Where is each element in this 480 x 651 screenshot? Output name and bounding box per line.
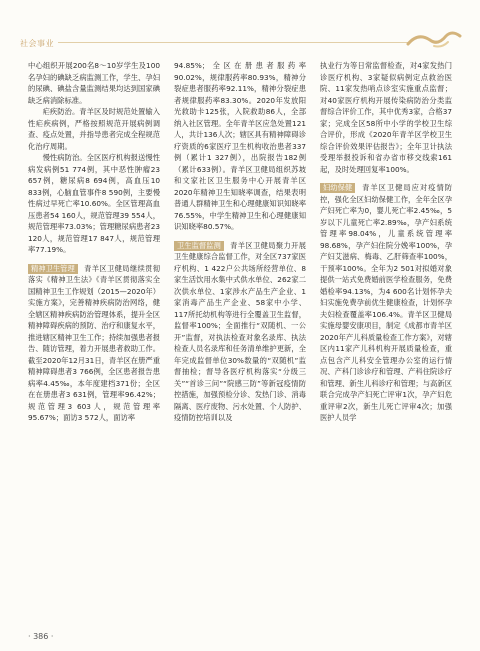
paragraph: 慢性病防治。全区医疗机构报送慢性病发病例51 774例，其中恶性肿瘤23 657例，糖尿病8 694例，高血压10 833例，心脑血管事件8 590例，主要慢性病过早死亡率10.60%。全区管理高血压患者54 160人，规范管理39 554人，规范管理率73.03%；管理糖尿病患者23 120人，规范管理17 847人，规范管理率77.19%。 [28,153,160,254]
tagged-paragraph [174,240,306,424]
section-tag: 精神卫生管理 [28,264,78,274]
column-2 [174,60,306,424]
column-1 [28,60,160,424]
section-tag: 卫生监督监测 [174,241,224,251]
paragraph-text: 青羊区卫健局应对疫情防控，强化全区妇幼保健工作，全年全区孕产妇死亡率为0，婴儿死亡率2.45‰，5岁以下儿童死亡率2.89‰，孕产妇系统管理率98.04%，儿童系统管理率98.68%，孕产妇住院分娩率100%，孕产妇艾滋病、梅毒、乙肝筛查率100%，干预率100%。全年为2 501对拟婚对象提供一站式免费婚前医学检查服务，免费婚检率94.13%，为4 600名计划怀孕夫妇实施免费孕前优生健康检查，计划怀孕夫妇检查覆盖率106.4%。青羊区卫健局实施母婴安康项目，制定《成都市青羊区2020年产儿科质量检查工作方案》，对辖区内11家产儿科机构开展质量检查，重点包含产儿科安全管理办公室的运行情况、产科门诊诊疗和管理、产科住院诊疗和管理、新生儿科诊疗和管理；与高新区联合完成孕产妇死亡评审1次，孕产妇危重评审2次，新生儿死亡评审4次；加强医护人员学 [320,183,452,422]
paragraph: 执业行为等日常监督检查，对4家发热门诊医疗机构、3家疑似病例定点救治医院、11家发热哨点诊室实施重点监督；对40家医疗机构开展传染病防治分类监督综合评价工作，其中优秀3家，合格37家；完成全区58所中小学的学校卫生综合评价，形成《2020年青羊区学校卫生综合评价效果评估报告》；全年卫计执法受理举报投诉和省办省市移交线索161起，及时处理回复率100%。 [320,61,452,174]
header-rule [58,42,408,43]
paragraph-text: 青羊区卫健局聚力开展卫生健康综合监督工作，对全区737家医疗机构、1 422户公共场所经营单位、8家生活饮用水集中式供水单位、262家二次供水单位、1家涉水产品生产企业、1家消毒产品生产企业、58家中小学、117所托幼机构等进行全覆盖卫生监督，监督率100%；全面推行“双随机、一公开”监督，对执法检查对象名录库、执法检查人员名录库和任务清单维护更新，全年完成监督单位30%数量的“双随机”监督抽检；督导各医疗机构落实“分级三关”“首诊三问”“院感三防”等新冠疫情防控措施，加强预检分诊、发热门诊、消毒隔离、医疗废物、污水处置、个人防护、疫情防控培训以及 [174,240,306,422]
tagged-paragraph [28,263,160,424]
tagged-paragraph [320,182,452,424]
decorative-swirl-icon [404,28,464,50]
paragraph: 疟疾防治。青羊区及时规范处置输入性疟疾病例，严格按照规范开展病例调查、疫点处置，并指导患者完成全程规范化治疗周期。 [28,107,160,151]
page-header [0,0,480,52]
paragraph-text: 青羊区卫健局继续贯彻落实《精神卫生法》《青羊区贯彻落实全国精神卫生工作规划（2015—2020年）实施方案》，完善精神疾病防治网络，健全辖区精神疾病防治管理体系，提升全区精神障碍疾病的预防、治疗和康复水平，推进辖区精神卫生工作；持续加强患者报告、随访管理，着力开展患者救助工作。截至2020年12月31日，青羊区在册严重精神障碍患者3 766例，全区患者报告患病率4.45‰，本年度建档371份；全区在在册患者3 631例，管理率96.42%；规范管理3 603人，规范管理率95.67%；面访3 572人，面访率 [28,263,160,422]
column-3 [320,60,452,424]
section-title: 社会事业 [20,39,54,48]
page-number: · 386 · [28,632,54,641]
section-tag: 妇幼保健 [320,183,355,193]
paragraph: 94.85%；全区在册患者服药率90.02%，规律服药率80.93%，精神分裂症患者服药率92.11%，精神分裂症患者规律服药率83.30%。2020年发放阳光救助卡125张，入院救助86人，全部纳入社区管理。全年青羊区应急处置121人，共计136人次；辖区具有精神障碍诊疗资质的6家医疗卫生机构收治患者337例（累计1 327例），出院报告182例（累计633例）。青羊区卫健局组织苏坡和文家社区卫生服务中心开展青羊区2020年精神卫生知晓率调查，结果表明普通人群精神卫生和心理健康知识知晓率76.55%，中学生精神卫生和心理健康知识知晓率80.57%。 [174,61,306,231]
paragraph: 中心组织开展200名8～10岁学生及100名孕妇的碘缺乏病监测工作，学生、孕妇的尿碘、碘盐含量监测结果均达到国家碘缺乏病消除标准。 [28,61,160,105]
